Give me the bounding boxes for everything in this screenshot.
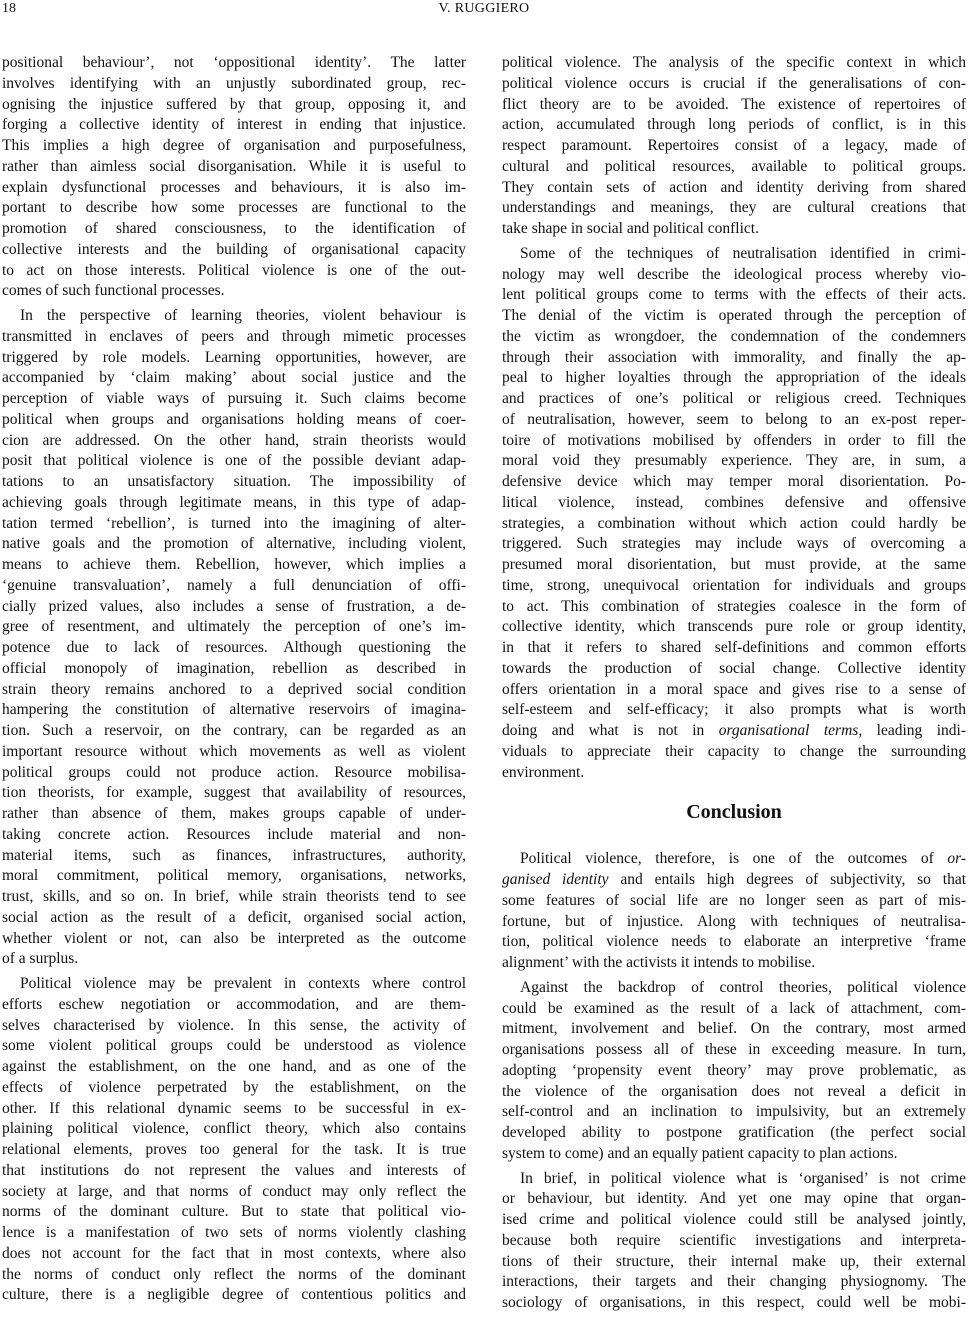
left-column (2, 53, 466, 1310)
text-line: This implies a high degree of organisation and purposefulness, (2, 137, 466, 154)
text-line: Some of the techniques of neutralisation identified in crimi- (520, 244, 966, 262)
text-line: means to achieve them. Rebellion, however, which implies a (2, 556, 466, 573)
paragraph (502, 978, 966, 1165)
text-line: some violent political groups could be understood as violence (2, 1037, 466, 1055)
text-line: posit that political violence is one of the possible deviant adap- (2, 452, 466, 470)
text-line: lent political groups come to terms with the effects of their acts. (502, 286, 966, 304)
text-line: through their association with immorality, and finally the ap- (502, 348, 966, 366)
text-line: accompanied by ‘claim making’ about social justice and the (2, 369, 466, 387)
text-line: strategies, a combination without which action could hardly be (502, 514, 966, 532)
text-line: or behaviour, but identity. And yet one may opine that organ- (502, 1190, 966, 1208)
text-line: material items, such as finances, infrastructures, authority, (2, 846, 466, 864)
text-line: native goals and the promotion of alternative, including violent, (2, 535, 466, 553)
text-line: rather than absence of them, makes groups capable of under- (2, 805, 466, 822)
text-line: Political violence may be prevalent in contexts where control (20, 975, 466, 992)
text-line: portant to describe how some processes are functional to the (2, 199, 466, 217)
text-line: social action as the result of a deficit, organised social action, (2, 908, 466, 926)
text-line: plaining political violence, conflict theory, which also contains (2, 1120, 466, 1138)
text-line: taking concrete action. Resources include material and non- (2, 825, 466, 843)
text-line: could be examined as the result of a lack of attachment, com- (502, 999, 966, 1017)
text-line: the victim as wrongdoer, the condemnation of the condemners (502, 327, 966, 345)
text-line: efforts eschew negotiation or accommodation, and are them- (2, 995, 466, 1013)
text-line (502, 870, 966, 891)
text-line: to act. This combination of strategies coalesce in the form of (502, 597, 966, 615)
text-line: Against the backdrop of control theories, political violence (520, 978, 966, 996)
text-line: achieving goals through legitimate means, in this type of adap- (2, 493, 466, 511)
text-line: nology may well describe the ideological process whereby vio- (502, 265, 966, 283)
text-line: rather than aimless social disorganisation. While it is useful to (2, 157, 466, 175)
text-line: in that it refers to shared self-definitions and common efforts (502, 639, 966, 656)
text-line (502, 721, 966, 742)
text-line: of a surplus. (2, 950, 79, 968)
text-line: cion are addressed. On the other hand, strain theorists would (2, 431, 466, 449)
text-line: the violence of the organisation does not reveal a deficit in (502, 1082, 966, 1100)
text-line: involves identifying with an unjustly subordinated group, rec- (2, 74, 466, 92)
text-line: explain dysfunctional processes and behaviours, it is also im- (2, 178, 466, 196)
text-line: understandings and meanings, they are cultural creations that (502, 199, 966, 217)
text-line: the norms of conduct only reflect the norms of the dominant (2, 1265, 466, 1283)
text-line: adopting ‘propensity event theory’ may prove problematic, as (502, 1061, 966, 1079)
text-line: political violence. The analysis of the specific context in which (502, 54, 966, 71)
paragraph (502, 849, 966, 974)
text-line: transmitted in enclaves of peers and through mimetic processes (2, 327, 466, 345)
text-line: presumed moral disorientation, but must provide, at the same (502, 556, 966, 573)
text-line: important resource without which movements as well as violent (2, 742, 466, 760)
text-line: litical violence, instead, combines defensive and offensive (502, 493, 966, 511)
text-line: positional behaviour’, not ‘oppositional identity’. The latter (2, 54, 466, 71)
text-line: selves characterised by violence. In this sense, the activity of (2, 1016, 466, 1034)
text-line: perception of viable ways of pursuing it. Such claims become (2, 390, 466, 407)
text-line: cultural and political resources, available to political groups. (502, 157, 966, 175)
text-line: strain theory remains anchored to a deprived social condition (2, 680, 466, 698)
page-number: 18 (2, 1, 16, 16)
text-line: hampering the constitution of alternative reservoirs of imagina- (2, 701, 466, 719)
text-line: trust, skills, and so on. In brief, while strain theorists tend to see (2, 888, 466, 905)
text-line: cially prized values, also includes a sense of frustration, a de- (2, 597, 466, 615)
text-line: self-esteem and self-efficacy; it also prompts what is worth (502, 701, 966, 719)
text-line: relational elements, proves too general for the task. It is true (2, 1141, 466, 1158)
text-line: environment. (502, 763, 585, 781)
text-line: peal to higher loyalties through the appropriation of the ideals (502, 369, 966, 387)
text-line: forging a collective identity of interest in ending that injustice. (2, 116, 466, 134)
text-line: tations to an unsatisfactory situation. The impossibility of (2, 473, 466, 490)
text-run: , leading indi- (858, 722, 966, 739)
right-column (502, 53, 966, 1318)
text-line: towards the production of social change. Collective identity (502, 659, 966, 677)
text-line: developed ability to postpone gratification (the perfect social (502, 1124, 966, 1141)
text-line: official monopoly of imagination, rebellion as described in (2, 659, 466, 677)
text-line: self-control and an inclination to impulsivity, but an extremely (502, 1103, 966, 1121)
text-line: tion. Such a reservoir, on the contrary, can be regarded as an (2, 722, 466, 739)
italic-text: or- (947, 850, 966, 868)
paragraph (2, 53, 466, 302)
text-line: because both require scientific investigations and interpreta- (502, 1231, 966, 1249)
text-line: political groups could not produce action. Resource mobilisa- (2, 763, 466, 781)
text-line: whether violent or not, can also be interpreted as the outcome (2, 929, 466, 947)
text-line (502, 849, 966, 870)
text-line: toire of motivations mobilised by offenders in order to fill the (502, 431, 966, 449)
text-line: moral commitment, political memory, organisations, networks, (2, 867, 466, 885)
text-run: and entails high degrees of subjectivity, so that (608, 871, 966, 888)
text-line: interactions, their targets and their changing physiognomy. The (502, 1273, 966, 1291)
paragraph (502, 244, 966, 784)
paragraph (2, 974, 466, 1306)
text-line: mitment, involvement and belief. On the contrary, most armed (502, 1020, 966, 1038)
text-line: They contain sets of action and identity deriving from shared (502, 178, 966, 196)
text-line: action, accumulated through long periods of conflict, is in this (502, 116, 966, 134)
text-line: The denial of the victim is operated through the perception of (502, 307, 966, 324)
text-line: tions of their structure, their internal make up, their external (502, 1252, 966, 1270)
text-line: political when groups and organisations holding means of coer- (2, 410, 466, 428)
text-line: promotion of shared consciousness, to the identification of (2, 220, 466, 237)
paragraph (502, 53, 966, 240)
text-line: collective identity, which transcends pure role or group identity, (502, 618, 966, 636)
text-line: to act on those interests. Political violence is one of the out- (2, 261, 466, 279)
text-line: society at large, and that norms of conduct may only reflect the (2, 1182, 466, 1200)
text-line: tion theorists, for example, suggest that availability of resources, (2, 784, 466, 802)
running-head: V. RUGGIERO (438, 1, 530, 16)
text-line: ‘genuine transvaluation’, namely a full denunciation of offi- (2, 576, 466, 594)
paragraph (502, 1169, 966, 1314)
text-line: does not account for the fact that in most contexts, where also (2, 1244, 466, 1262)
text-line: alignment’ with the activists it intends to mobilise. (502, 954, 816, 971)
text-line: effects of violence perpetrated by the establishment, on the (2, 1078, 466, 1096)
text-line: triggered by role models. Learning opportunities, however, are (2, 348, 466, 366)
text-run: Political violence, therefore, is one of the outcomes of (520, 850, 948, 868)
text-line: In brief, in political violence what is ‘organised’ is not crime (520, 1169, 966, 1187)
text-line: norms of the dominant culture. But to state that political vio- (2, 1203, 466, 1221)
text-line: lence is a manifestation of two sets of norms violently clashing (2, 1224, 466, 1241)
paragraph (2, 306, 466, 970)
text-line: system to come) and an equally patient capacity to plan actions. (502, 1144, 898, 1162)
text-line: against the establishment, on the one hand, and as one of the (2, 1058, 466, 1075)
text-line: ognising the injustice suffered by that group, opposing it, and (2, 95, 466, 113)
text-line: and practices of one’s political or religious creed. Techniques (502, 390, 966, 407)
text-line: gree of resentment, and ultimately the perception of one’s im- (2, 618, 466, 636)
text-line: triggered. Such strategies may include ways of overcoming a (502, 535, 966, 553)
section-heading: Conclusion (686, 801, 782, 824)
text-line: offers orientation in a moral space and gives rise to a sense of (502, 680, 966, 698)
text-line: flict theory are to be avoided. The existence of repertoires of (502, 95, 966, 113)
italic-text: ganised identity (502, 871, 609, 888)
text-line: tation termed ‘rebellion’, is turned into the imagining of alter- (2, 514, 466, 532)
text-line: ised crime and political violence could still be analysed jointly, (502, 1211, 966, 1228)
text-line: political violence occurs is crucial if the generalisations of con- (502, 74, 966, 92)
text-line: time, strong, unequivocal orientation for individuals and groups (502, 576, 966, 594)
text-line: culture, there is a negligible degree of contentious politics and (2, 1286, 466, 1304)
text-line: sociology of organisations, in this respect, could well be mobi- (502, 1294, 966, 1311)
text-line: comes of such functional processes. (2, 282, 225, 300)
text-line: In the perspective of learning theories, violent behaviour is (20, 307, 466, 324)
text-line: defensive device which may temper moral disorientation. Po- (502, 473, 966, 490)
text-line: other. If this relational dynamic seems to be successful in ex- (2, 1099, 466, 1117)
text-line: take shape in social and political conflict. (502, 220, 759, 237)
text-line: collective interests and the building of organisational capacity (2, 240, 466, 258)
italic-text: organisational terms (718, 722, 859, 739)
text-line: some features of social life are no longer seen as part of mis- (502, 891, 966, 909)
text-line: that institutions do not represent the values and interests of (2, 1161, 466, 1179)
text-line: moral void they presumably experience. They are, in sum, a (502, 452, 966, 470)
text-line: respect paramount. Repertoires consist of a legacy, made of (502, 137, 966, 154)
text-line: potence due to lack of resources. Although questioning the (2, 639, 466, 656)
text-line: fortune, but of injustice. Along with techniques of neutralisa- (502, 912, 966, 930)
text-line: tion, political violence needs to elaborate an interpretive ‘frame (502, 933, 966, 951)
text-line: organisations possess all of these in exceeding measure. In turn, (502, 1041, 966, 1058)
text-line: viduals to appreciate their capacity to change the surrounding (502, 742, 966, 760)
text-run: doing and what is not in (502, 722, 719, 739)
text-line: of neutralisation, however, seem to belong to an ex-post reper- (502, 410, 966, 428)
